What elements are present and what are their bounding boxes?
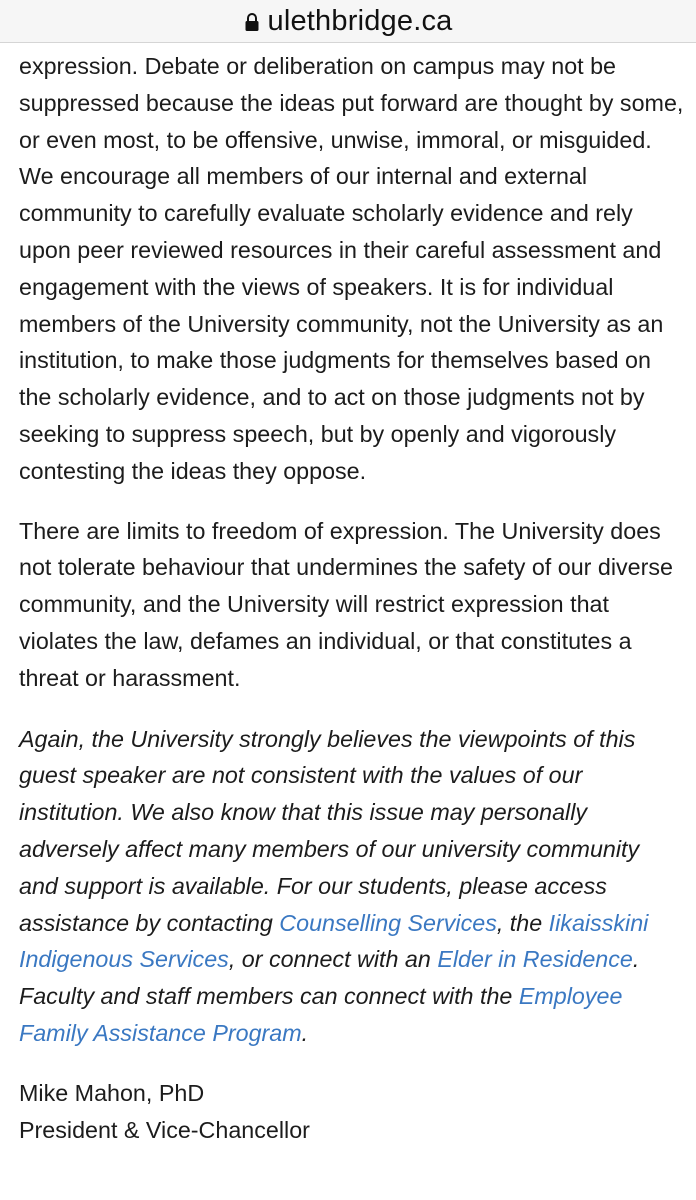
paragraph-limits-of-expression: There are limits to freedom of expression. The University does not tolerate behaviour that undermines the safety of our diverse community, and the University will restrict expression that violates the law, defames an individual, or that constitutes a threat or harassment.: [19, 517, 673, 691]
support-text-3: , or connect with an: [228, 946, 438, 973]
counselling-services-link[interactable]: Counselling Services: [279, 909, 497, 936]
paragraph-support-resources: [19, 721, 684, 1052]
signatory-name: Mike Mahon, PhD: [19, 1079, 205, 1106]
url-text: ulethbridge.ca: [267, 4, 453, 37]
signatory-title: President & Vice-Chancellor: [19, 1116, 310, 1143]
support-text-5: .: [301, 1019, 309, 1046]
employee-assistance-link[interactable]: Employee Family Assistance Program: [19, 983, 623, 1046]
support-text-2: , the: [496, 909, 549, 936]
article-body: [19, 44, 684, 1148]
paragraph-freedom-of-debate: expression. Debate or deliberation on campus may not be suppressed because the ideas put forward are thought by some, or even most, to be offensive, unwise, immoral, or misguided. We encourage all members of our internal and external community to carefully evaluate scholarly evidence and rely upon peer reviewed resources in their careful assessment and engagement with the views of speakers. It is for individual members of the University community, not the University as an institution, to make those judgments for themselves based on the scholarly evidence, and to act on those judgments not by seeking to suppress speech, but by openly and vigorously contesting the ideas they oppose.: [19, 53, 684, 484]
elder-in-residence-link[interactable]: Elder in Residence: [437, 946, 633, 973]
support-text-1: Again, the University strongly believes the viewpoints of this guest speaker are not consistent with the values of our institution. We also know that this issue may personally adversely affect many members of our university community and support is available. For our students, please access assistance by contacting: [19, 725, 640, 936]
address-bar[interactable]: [0, 0, 696, 43]
signature-block: [19, 1075, 684, 1149]
lock-icon: [244, 12, 260, 32]
indigenous-services-link[interactable]: Iikaisskini Indigenous Services: [19, 909, 649, 973]
support-text-4: . Faculty and staff members can connect with the: [19, 946, 640, 1010]
